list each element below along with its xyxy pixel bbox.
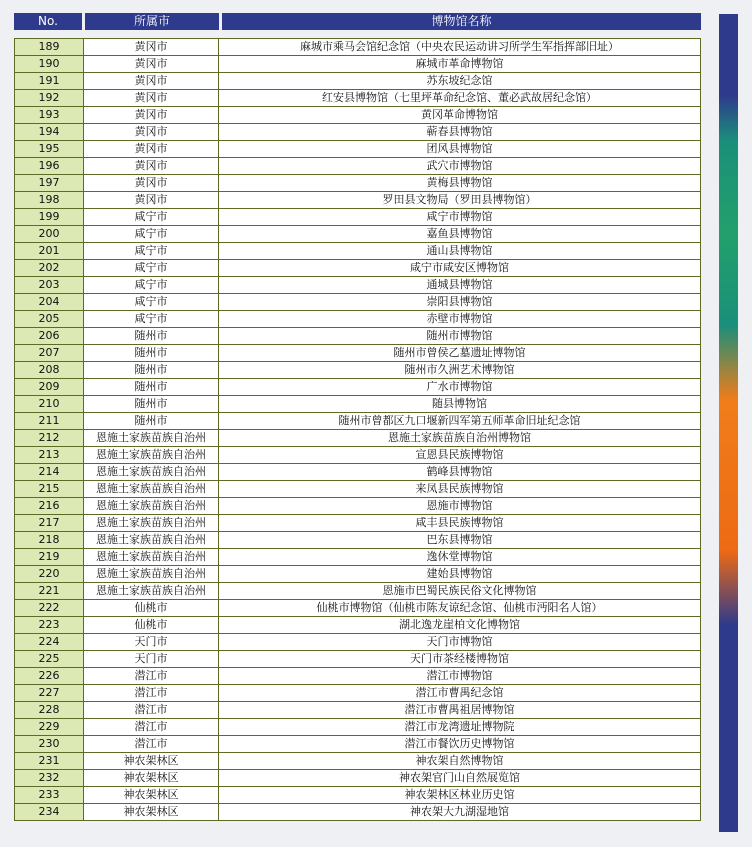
header-no: No. (14, 13, 82, 30)
row-city: 恩施土家族苗族自治州 (84, 549, 219, 566)
table-row (15, 651, 701, 668)
row-museum-name: 团风县博物馆 (219, 141, 701, 158)
table-row (15, 804, 701, 821)
row-number: 209 (15, 379, 84, 396)
row-city: 咸宁市 (84, 277, 219, 294)
table-row (15, 141, 701, 158)
row-city: 随州市 (84, 345, 219, 362)
row-number: 218 (15, 532, 84, 549)
row-number: 224 (15, 634, 84, 651)
row-city: 恩施土家族苗族自治州 (84, 498, 219, 515)
row-museum-name: 通城县博物馆 (219, 277, 701, 294)
row-city: 黄冈市 (84, 124, 219, 141)
side-decoration-orange (719, 325, 738, 625)
row-museum-name: 罗田县文物局（罗田县博物馆） (219, 192, 701, 209)
table-row (15, 158, 701, 175)
table-row (15, 277, 701, 294)
row-museum-name: 来凤县民族博物馆 (219, 481, 701, 498)
row-number: 202 (15, 260, 84, 277)
table-row (15, 566, 701, 583)
row-city: 恩施土家族苗族自治州 (84, 566, 219, 583)
row-museum-name: 随州市曾侯乙墓遗址博物馆 (219, 345, 701, 362)
row-museum-name: 随州市博物馆 (219, 328, 701, 345)
row-city: 潜江市 (84, 719, 219, 736)
row-museum-name: 随县博物馆 (219, 396, 701, 413)
row-city: 恩施土家族苗族自治州 (84, 583, 219, 600)
row-museum-name: 潜江市曹禺祖居博物馆 (219, 702, 701, 719)
row-city: 咸宁市 (84, 311, 219, 328)
table-row (15, 634, 701, 651)
row-city: 仙桃市 (84, 600, 219, 617)
row-museum-name: 神农架大九湖湿地馆 (219, 804, 701, 821)
row-museum-name: 湖北逸龙崖柏文化博物馆 (219, 617, 701, 634)
table-row (15, 600, 701, 617)
row-museum-name: 天门市博物馆 (219, 634, 701, 651)
row-number: 215 (15, 481, 84, 498)
row-city: 咸宁市 (84, 260, 219, 277)
row-city: 咸宁市 (84, 243, 219, 260)
row-city: 神农架林区 (84, 770, 219, 787)
table-row (15, 549, 701, 566)
table-row (15, 498, 701, 515)
table-row (15, 617, 701, 634)
row-city: 黄冈市 (84, 192, 219, 209)
table-row (15, 175, 701, 192)
table-row (15, 515, 701, 532)
table-row (15, 243, 701, 260)
row-city: 恩施土家族苗族自治州 (84, 464, 219, 481)
row-museum-name: 嘉鱼县博物馆 (219, 226, 701, 243)
row-city: 潜江市 (84, 668, 219, 685)
table-row (15, 362, 701, 379)
row-city: 随州市 (84, 328, 219, 345)
table-row (15, 226, 701, 243)
table-row (15, 379, 701, 396)
row-number: 230 (15, 736, 84, 753)
table-row (15, 668, 701, 685)
row-number: 203 (15, 277, 84, 294)
row-city: 黄冈市 (84, 141, 219, 158)
row-museum-name: 苏东坡纪念馆 (219, 73, 701, 90)
table-row (15, 90, 701, 107)
side-decoration-green (719, 95, 738, 325)
table-row (15, 532, 701, 549)
row-number: 213 (15, 447, 84, 464)
row-city: 神农架林区 (84, 787, 219, 804)
row-city: 黄冈市 (84, 107, 219, 124)
row-number: 191 (15, 73, 84, 90)
row-museum-name: 咸宁市咸安区博物馆 (219, 260, 701, 277)
table-row (15, 124, 701, 141)
row-museum-name: 鹤峰县博物馆 (219, 464, 701, 481)
table-row (15, 447, 701, 464)
row-number: 231 (15, 753, 84, 770)
row-number: 222 (15, 600, 84, 617)
row-number: 189 (15, 39, 84, 56)
row-number: 211 (15, 413, 84, 430)
row-city: 随州市 (84, 413, 219, 430)
row-city: 随州市 (84, 362, 219, 379)
table-row (15, 464, 701, 481)
row-museum-name: 潜江市龙湾遗址博物院 (219, 719, 701, 736)
row-city: 恩施土家族苗族自治州 (84, 532, 219, 549)
row-number: 226 (15, 668, 84, 685)
table-row (15, 413, 701, 430)
row-museum-name: 巴东县博物馆 (219, 532, 701, 549)
row-museum-name: 武穴市博物馆 (219, 158, 701, 175)
row-museum-name: 仙桃市博物馆（仙桃市陈友谅纪念馆、仙桃市沔阳名人馆） (219, 600, 701, 617)
row-number: 195 (15, 141, 84, 158)
museum-table (14, 38, 701, 821)
header-city: 所属市 (85, 13, 219, 30)
row-number: 206 (15, 328, 84, 345)
row-museum-name: 随州市久洲艺术博物馆 (219, 362, 701, 379)
row-city: 黄冈市 (84, 90, 219, 107)
row-number: 219 (15, 549, 84, 566)
table-row (15, 56, 701, 73)
row-museum-name: 红安县博物馆（七里坪革命纪念馆、董必武故居纪念馆） (219, 90, 701, 107)
row-city: 天门市 (84, 634, 219, 651)
row-number: 220 (15, 566, 84, 583)
table-row (15, 192, 701, 209)
row-city: 咸宁市 (84, 226, 219, 243)
row-number: 229 (15, 719, 84, 736)
row-museum-name: 潜江市餐饮历史博物馆 (219, 736, 701, 753)
row-museum-name: 神农架官门山自然展览馆 (219, 770, 701, 787)
row-number: 221 (15, 583, 84, 600)
table-row (15, 770, 701, 787)
row-number: 198 (15, 192, 84, 209)
table-row (15, 39, 701, 56)
table-row (15, 430, 701, 447)
row-city: 黄冈市 (84, 73, 219, 90)
row-number: 212 (15, 430, 84, 447)
table-row (15, 311, 701, 328)
table-header (14, 13, 701, 30)
table-row (15, 787, 701, 804)
row-city: 黄冈市 (84, 175, 219, 192)
row-number: 234 (15, 804, 84, 821)
row-museum-name: 潜江市博物馆 (219, 668, 701, 685)
row-museum-name: 麻城市革命博物馆 (219, 56, 701, 73)
row-number: 201 (15, 243, 84, 260)
row-city: 仙桃市 (84, 617, 219, 634)
row-museum-name: 黄梅县博物馆 (219, 175, 701, 192)
row-city: 神农架林区 (84, 753, 219, 770)
row-museum-name: 崇阳县博物馆 (219, 294, 701, 311)
row-number: 228 (15, 702, 84, 719)
row-city: 随州市 (84, 379, 219, 396)
row-number: 232 (15, 770, 84, 787)
row-museum-name: 通山县博物馆 (219, 243, 701, 260)
row-number: 227 (15, 685, 84, 702)
row-city: 神农架林区 (84, 804, 219, 821)
table-row (15, 685, 701, 702)
table-row (15, 260, 701, 277)
row-city: 随州市 (84, 396, 219, 413)
row-city: 咸宁市 (84, 294, 219, 311)
row-number: 214 (15, 464, 84, 481)
row-museum-name: 赤壁市博物馆 (219, 311, 701, 328)
header-museum-name: 博物馆名称 (222, 13, 701, 30)
row-number: 199 (15, 209, 84, 226)
row-museum-name: 神农架林区林业历史馆 (219, 787, 701, 804)
row-city: 咸宁市 (84, 209, 219, 226)
row-city: 天门市 (84, 651, 219, 668)
row-number: 190 (15, 56, 84, 73)
table-row (15, 736, 701, 753)
row-number: 192 (15, 90, 84, 107)
row-museum-name: 咸宁市博物馆 (219, 209, 701, 226)
table-row (15, 345, 701, 362)
table-row (15, 396, 701, 413)
row-museum-name: 逸休堂博物馆 (219, 549, 701, 566)
row-number: 196 (15, 158, 84, 175)
row-number: 210 (15, 396, 84, 413)
row-number: 217 (15, 515, 84, 532)
table-row (15, 328, 701, 345)
table-row (15, 719, 701, 736)
table-row (15, 753, 701, 770)
row-museum-name: 随州市曾都区九口堰新四军第五师革命旧址纪念馆 (219, 413, 701, 430)
row-museum-name: 神农架自然博物馆 (219, 753, 701, 770)
table-row (15, 73, 701, 90)
row-museum-name: 麻城市乘马会馆纪念馆（中央农民运动讲习所学生军指挥部旧址） (219, 39, 701, 56)
row-city: 潜江市 (84, 736, 219, 753)
row-museum-name: 蕲春县博物馆 (219, 124, 701, 141)
row-number: 197 (15, 175, 84, 192)
row-number: 205 (15, 311, 84, 328)
row-museum-name: 黄冈革命博物馆 (219, 107, 701, 124)
row-city: 恩施土家族苗族自治州 (84, 430, 219, 447)
row-number: 207 (15, 345, 84, 362)
row-city: 黄冈市 (84, 56, 219, 73)
row-number: 225 (15, 651, 84, 668)
row-city: 黄冈市 (84, 39, 219, 56)
row-museum-name: 宣恩县民族博物馆 (219, 447, 701, 464)
row-museum-name: 天门市茶经楼博物馆 (219, 651, 701, 668)
table-row (15, 107, 701, 124)
row-number: 194 (15, 124, 84, 141)
table-row (15, 294, 701, 311)
row-number: 233 (15, 787, 84, 804)
row-number: 208 (15, 362, 84, 379)
table-row (15, 481, 701, 498)
row-number: 200 (15, 226, 84, 243)
table-row (15, 702, 701, 719)
table-row (15, 583, 701, 600)
table-row (15, 209, 701, 226)
row-museum-name: 潜江市曹禺纪念馆 (219, 685, 701, 702)
row-city: 潜江市 (84, 702, 219, 719)
row-number: 204 (15, 294, 84, 311)
row-museum-name: 恩施市博物馆 (219, 498, 701, 515)
row-city: 恩施土家族苗族自治州 (84, 481, 219, 498)
row-museum-name: 恩施市巴蜀民族民俗文化博物馆 (219, 583, 701, 600)
row-city: 黄冈市 (84, 158, 219, 175)
row-city: 潜江市 (84, 685, 219, 702)
row-city: 恩施土家族苗族自治州 (84, 515, 219, 532)
row-museum-name: 恩施土家族苗族自治州博物馆 (219, 430, 701, 447)
row-number: 193 (15, 107, 84, 124)
row-museum-name: 建始县博物馆 (219, 566, 701, 583)
row-museum-name: 广水市博物馆 (219, 379, 701, 396)
row-museum-name: 咸丰县民族博物馆 (219, 515, 701, 532)
row-number: 216 (15, 498, 84, 515)
row-number: 223 (15, 617, 84, 634)
row-city: 恩施土家族苗族自治州 (84, 447, 219, 464)
